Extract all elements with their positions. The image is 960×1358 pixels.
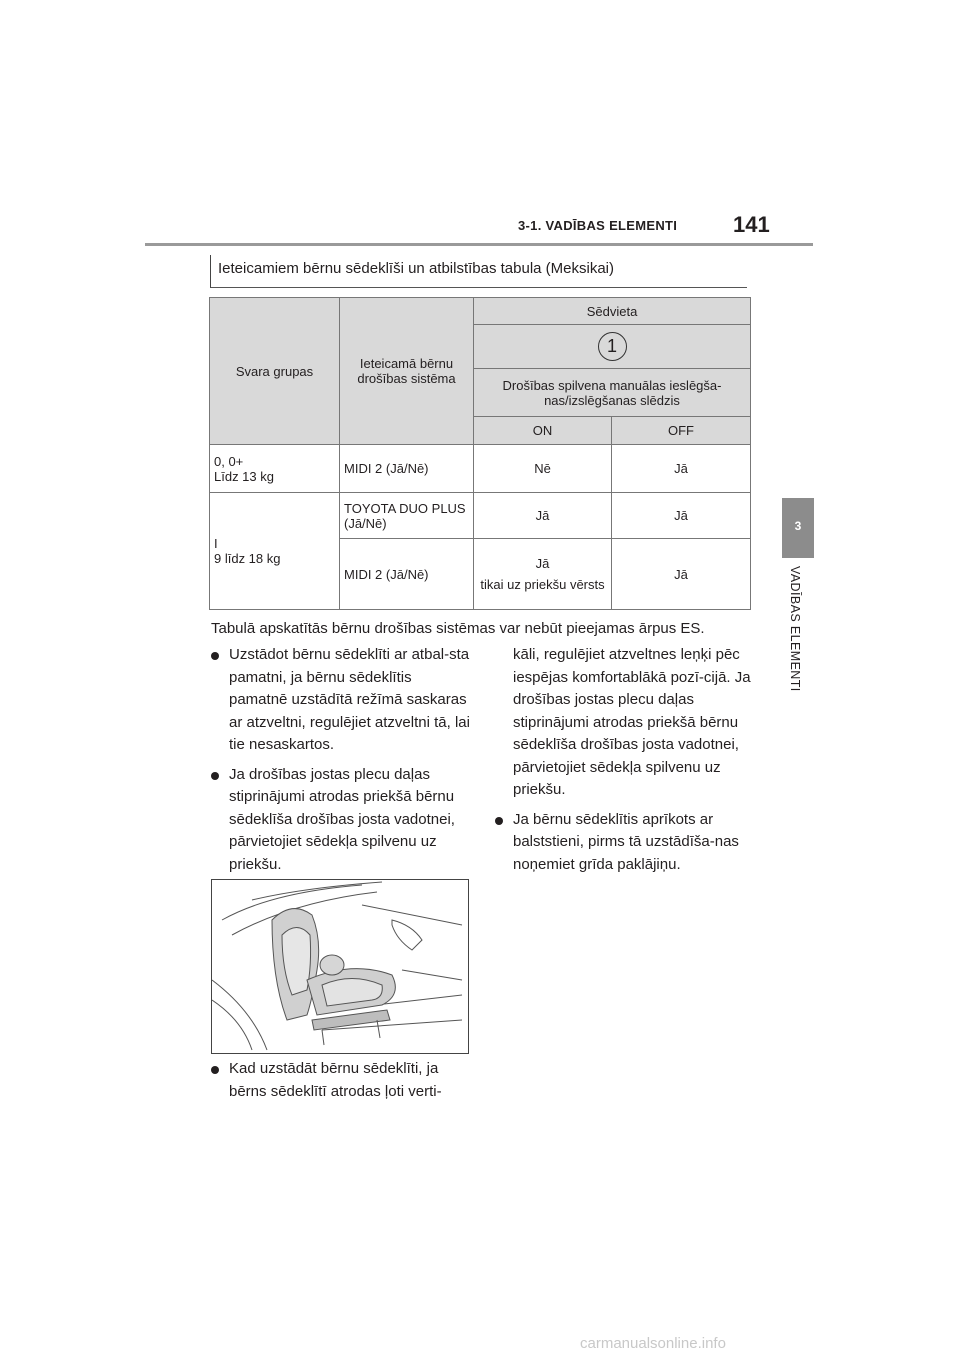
continuation-text <box>495 644 755 802</box>
chapter-tab <box>782 498 814 558</box>
list-item <box>211 764 471 877</box>
header-airbag-switch: Drošības spilvena manuālas ieslēgša-nas/izslēgšanas slēdzis <box>474 369 751 417</box>
weight-group-line: 0, 0+ <box>214 453 244 469</box>
list-item-text: Kad uzstādāt bērnu sēdeklīti, ja bērns sēdeklītī atrodas ļoti verti- <box>229 1060 442 1100</box>
weight-group-cell <box>210 445 340 493</box>
on-value-cell: Nē <box>474 445 612 493</box>
watermark: carmanualsonline.info <box>580 1335 726 1352</box>
seat-number-circle: 1 <box>598 332 627 361</box>
list-item-text: Ja bērnu sēdeklītis aprīkots ar balststieni, pirms tā uzstādīša-nas noņemiet grīda paklājiņu. <box>513 810 739 873</box>
header-seat-position: Sēdvieta <box>474 298 751 325</box>
bullet-dot-icon <box>211 652 219 660</box>
header-section-title: 3-1. VADĪBAS ELEMENTI <box>518 218 678 233</box>
table-row <box>210 493 751 539</box>
chapter-tab-number: 3 <box>794 519 802 533</box>
continuation-text-body: kāli, regulējiet atzveltnes leņķi pēc iespējas komfortablākā pozī-cijā. Ja drošības jostas plecu daļas stiprinājumi atrodas priekšā bērnu sēdeklīša drošības josta vadotnei, pārvietojiet sēdekļa spilvenu uz priekšu. <box>513 646 751 798</box>
on-value-note: tikai uz priekšu vērsts <box>480 577 605 592</box>
list-item <box>211 644 471 757</box>
page-number: 141 <box>733 212 770 237</box>
left-bullet-list <box>211 644 471 883</box>
list-item-text: Uzstādot bērnu sēdeklīti ar atbal-sta pamatni, ja bērnu sēdeklītis pamatnē uzstādītā režīmā saskaras ar atzveltni, regulējiet atzveltni tā, lai tie nesaskartos. <box>229 646 470 753</box>
right-column <box>495 644 755 883</box>
list-item <box>211 1058 471 1103</box>
bullet-dot-icon <box>211 772 219 780</box>
child-seat-illustration <box>211 879 469 1054</box>
table-caption-text: Ieteicamiem bērnu sēdeklīši un atbilstības tabula (Meksikai) <box>218 260 615 277</box>
bullet-dot-icon <box>495 817 503 825</box>
system-cell: MIDI 2 (Jā/Nē) <box>340 445 474 493</box>
on-value-cell <box>474 539 612 610</box>
chapter-side-label: VADĪBAS ELEMENTI <box>788 566 802 692</box>
system-cell: MIDI 2 (Jā/Nē) <box>340 539 474 610</box>
off-value-cell: Jā <box>612 493 751 539</box>
header-rule <box>145 243 813 246</box>
header-seat-number-cell <box>474 325 751 369</box>
on-value: Jā <box>535 556 550 571</box>
table-row <box>210 445 751 493</box>
table-note: Tabulā apskatītās bērnu drošības sistēmas var nebūt pieejamas ārpus ES. <box>211 620 705 637</box>
header-weight-group: Svara grupas <box>210 298 340 445</box>
on-value-cell: Jā <box>474 493 612 539</box>
off-value-cell: Jā <box>612 539 751 610</box>
header-on: ON <box>474 417 612 445</box>
weight-group-range: 9 līdz 18 kg <box>214 551 281 566</box>
child-seat-drawing <box>212 880 468 1053</box>
list-item <box>495 809 755 877</box>
weight-group-cell <box>210 493 340 610</box>
bottom-bullet-list <box>211 1058 471 1103</box>
table-caption <box>210 255 747 288</box>
list-item-text: Ja drošības jostas plecu daļas stiprinājumi atrodas priekšā bērnu sēdeklīša drošības josta vadotnei, pārvietojiet sēdekļa spilvenu uz priekšu. <box>229 765 455 873</box>
weight-group-range: Līdz 13 kg <box>214 468 274 484</box>
compatibility-table <box>209 297 751 610</box>
off-value-cell: Jā <box>612 445 751 493</box>
system-cell: TOYOTA DUO PLUS (Jā/Nē) <box>340 493 474 539</box>
header-recommended-system: Ieteicamā bērnu drošības sistēma <box>340 298 474 445</box>
weight-group-line: I <box>214 536 218 551</box>
header-off: OFF <box>612 417 751 445</box>
bullet-dot-icon <box>211 1066 219 1074</box>
